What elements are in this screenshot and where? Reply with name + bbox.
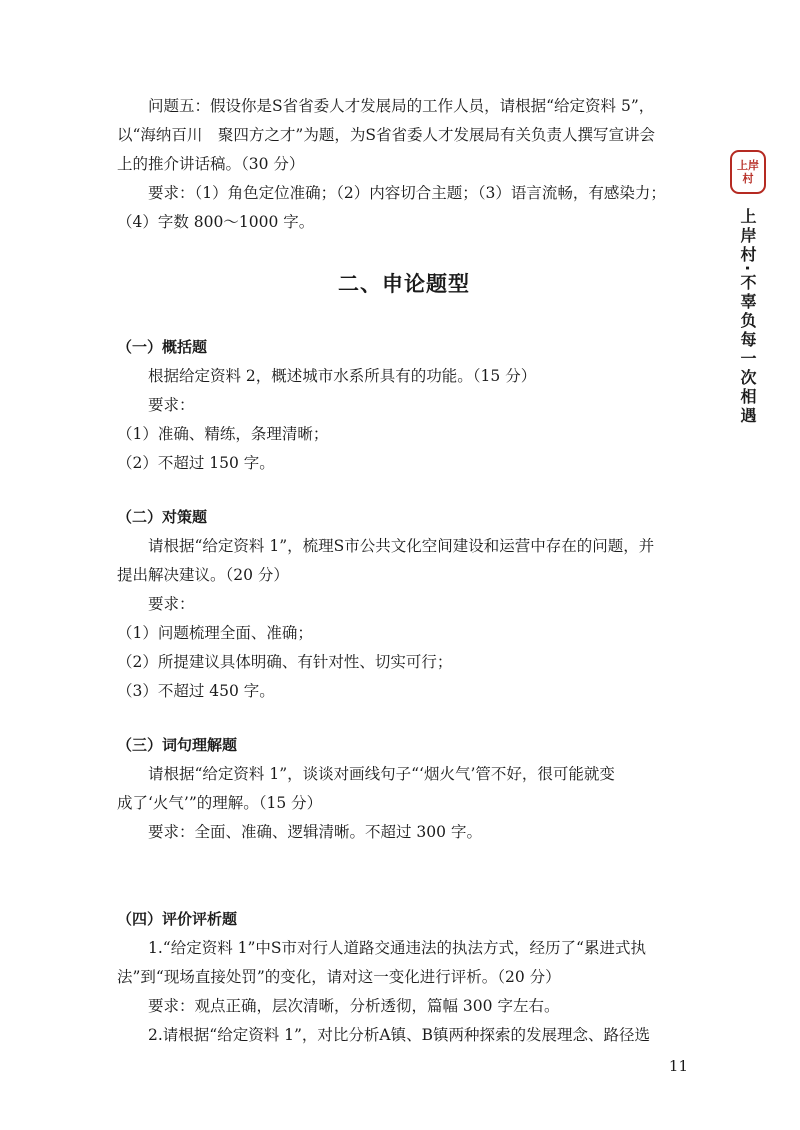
brand-seal-logo: 上岸村 — [730, 150, 766, 194]
evaluation-req: 要求：观点正确，层次清晰，分析透彻，篇幅 300 字左右。 — [148, 997, 560, 1015]
section-title: 二、申论题型 — [338, 272, 470, 296]
summary-req-2: （2）不超过 150 字。 — [117, 454, 275, 472]
q5-line-1: 问题五：假设你是S省省委人才发展局的工作人员，请根据“给定资料 5”， — [148, 97, 655, 115]
q5-requirement-2: （4）字数 800～1000 字。 — [117, 213, 315, 231]
evaluation-q1-line-1: 1.“给定资料 1”中S市对行人道路交通违法的执法方式，经历了“累进式执 — [148, 939, 646, 957]
comprehension-req: 要求：全面、准确、逻辑清晰。不超过 300 字。 — [148, 823, 482, 841]
countermeasure-req-3: （3）不超过 450 字。 — [117, 682, 275, 700]
evaluation-q1-line-2: 法”到“现场直接处罚”的变化，请对这一变化进行评析。（20 分） — [117, 968, 561, 986]
countermeasure-req-label: 要求： — [148, 595, 195, 613]
countermeasure-req-2: （2）所提建议具体明确、有针对性、切实可行； — [117, 653, 453, 671]
side-banner — [728, 150, 768, 426]
q5-line-3: 上的推介讲话稿。（30 分） — [117, 155, 305, 173]
evaluation-q2-line-1: 2.请根据“给定资料 1”，对比分析A镇、B镇两种探索的发展理念、路径选 — [148, 1026, 651, 1044]
heading-comprehension: （三）词句理解题 — [117, 736, 238, 754]
page-number: 11 — [668, 1057, 688, 1075]
countermeasure-req-1: （1）问题梳理全面、准确； — [117, 624, 313, 642]
heading-evaluation: （四）评价评析题 — [117, 910, 238, 928]
summary-question: 根据给定资料 2，概述城市水系所具有的功能。（15 分） — [148, 367, 537, 385]
page-content — [117, 92, 691, 1050]
summary-req-1: （1）准确、精练，条理清晰； — [117, 425, 329, 443]
brand-motto: 上岸村·不辜负每一次相遇 — [738, 208, 757, 427]
q5-requirement-1: 要求：（1）角色定位准确；（2）内容切合主题；（3）语言流畅，有感染力； — [148, 184, 666, 202]
comprehension-question-2: 成了‘火气’”的理解。（15 分） — [117, 794, 323, 812]
comprehension-question-1: 请根据“给定资料 1”，谈谈对画线句子“‘烟火气’管不好，很可能就变 — [148, 765, 615, 783]
countermeasure-question-2: 提出解决建议。（20 分） — [117, 566, 289, 584]
summary-req-label: 要求： — [148, 396, 195, 414]
q5-line-2: 以“海纳百川 聚四方之才”为题，为S省省委人才发展局有关负责人撰写宣讲会 — [117, 126, 655, 144]
countermeasure-question-1: 请根据“给定资料 1”，梳理S市公共文化空间建设和运营中存在的问题，并 — [148, 537, 655, 555]
heading-summary: （一）概括题 — [117, 338, 208, 356]
heading-countermeasure: （二）对策题 — [117, 508, 208, 526]
